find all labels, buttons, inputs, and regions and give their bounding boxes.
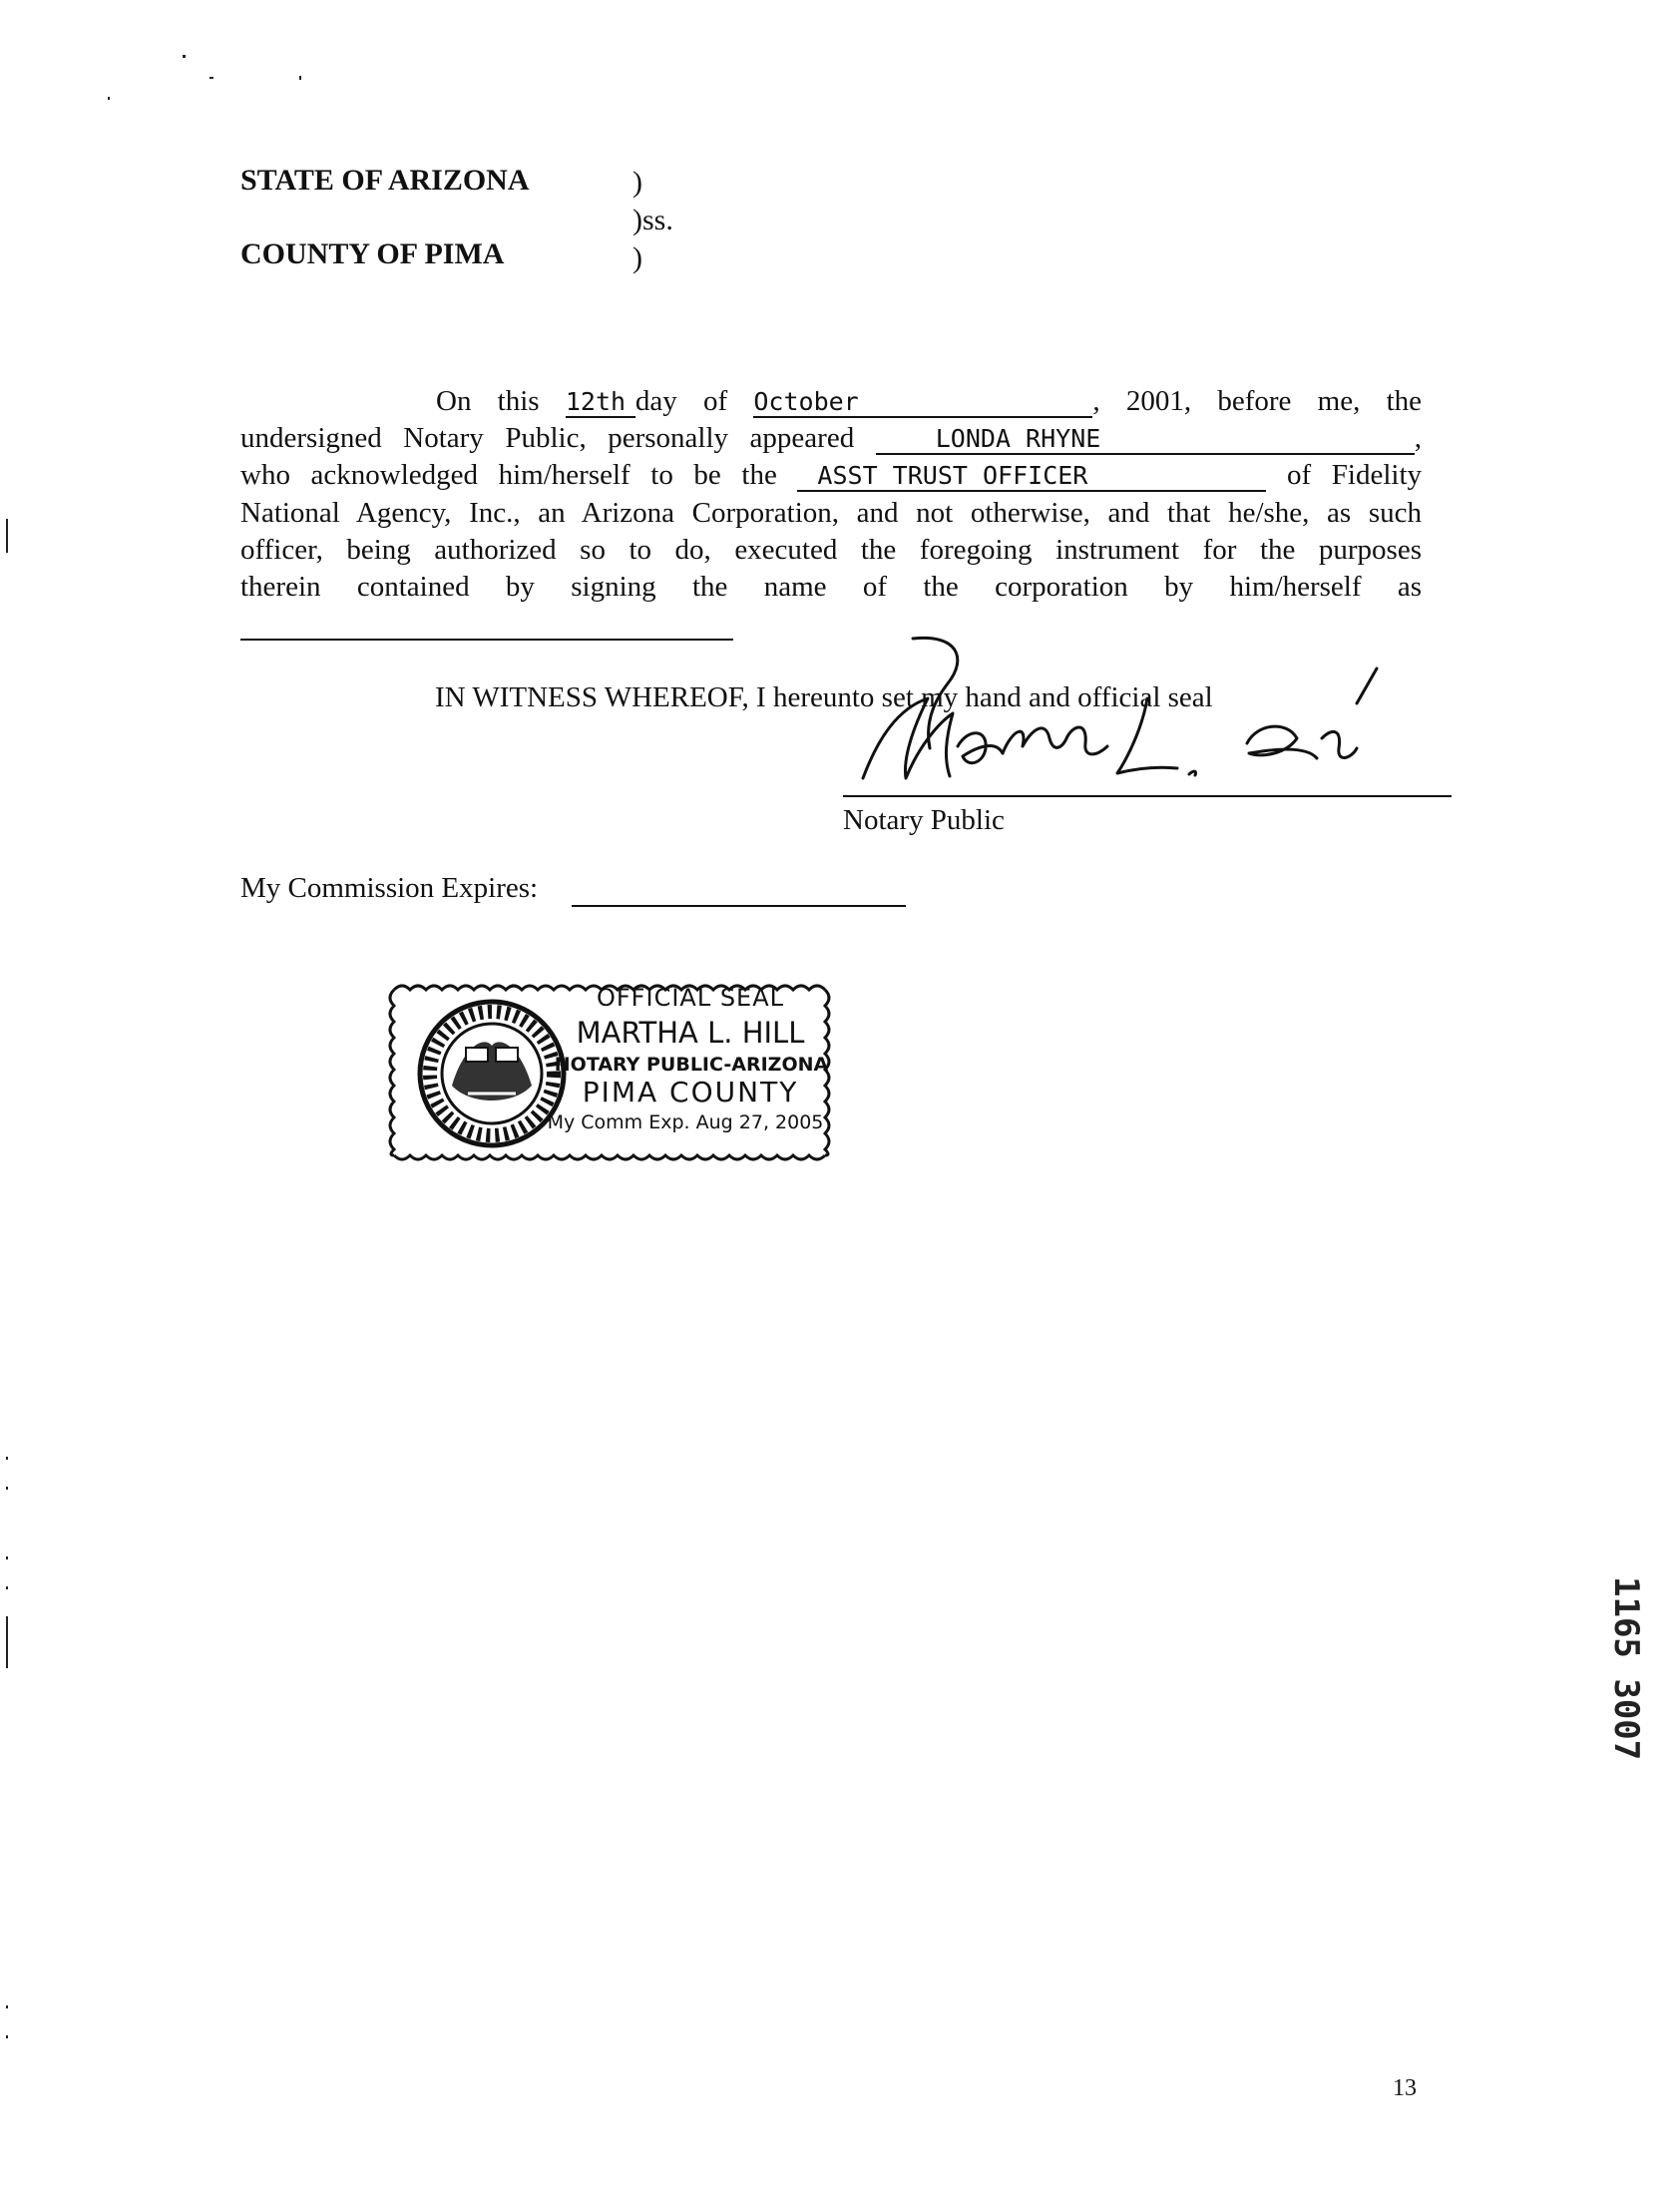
page-number: 13 (1393, 2075, 1417, 2101)
venue-state: STATE OF ARIZONA (240, 164, 530, 197)
seal-title: OFFICIAL SEAL (596, 984, 785, 1012)
signature-line (843, 795, 1452, 797)
scan-speck (6, 1586, 8, 1589)
signing-capacity-line (240, 639, 733, 641)
notary-signature (818, 629, 1397, 798)
month-field: October (753, 388, 1092, 418)
venue-paren-top: ) (632, 166, 642, 199)
ack-line-1: On this 12th day of October , 2001, before me, the (436, 385, 1423, 417)
margin-recording-stamp: 1165 3007 (1606, 1576, 1646, 1761)
ack-line-4: National Agency, Inc., an Arizona Corporation, and not otherwise, and that he/she, as such (240, 497, 1422, 529)
day-field: 12th (566, 388, 635, 418)
venue-ss: )ss. (632, 204, 673, 236)
scan-speck (6, 1487, 8, 1490)
witness-text: IN WITNESS WHEREOF, I hereunto set my hand and official seal (435, 681, 1213, 713)
commission-expiry-line (572, 905, 906, 907)
ack-line-3: who acknowledged him/herself to be the ASST TRUST OFFICER of Fidelity (240, 459, 1422, 491)
seal-expiry: My Comm Exp. Aug 27, 2005 (547, 1111, 824, 1133)
ack-line-2: undersigned Notary Public, personally appeared LONDA RHYNE , (240, 422, 1422, 454)
venue-paren-bottom: ) (632, 241, 642, 274)
scan-speck (299, 76, 301, 80)
officer-title-field: ASST TRUST OFFICER (797, 462, 1266, 492)
person-name-field: LONDA RHYNE (876, 425, 1415, 455)
scan-speck (6, 2035, 8, 2038)
scan-speck (6, 519, 8, 553)
commission-label: My Commission Expires: (240, 872, 539, 904)
seal-role: NOTARY PUBLIC-ARIZONA (554, 1054, 829, 1076)
official-seal-stamp (384, 976, 843, 1167)
scan-speck (6, 1457, 8, 1460)
scan-speck (6, 2005, 8, 2008)
ack-line-5: officer, being authorized so to do, executed the foregoing instrument for the purposes (240, 534, 1422, 566)
seal-county: PIMA COUNTY (582, 1076, 799, 1108)
ack-line-6: therein contained by signing the name of the corporation by him/herself as (240, 571, 1422, 603)
scan-speck (6, 1616, 8, 1668)
venue-county: COUNTY OF PIMA (240, 237, 505, 270)
scan-speck (183, 55, 186, 58)
seal-notary-name: MARTHA L. HILL (576, 1016, 805, 1050)
scan-speck (6, 1556, 8, 1559)
scan-speck (210, 77, 213, 79)
scan-speck (108, 97, 110, 100)
signature-label: Notary Public (843, 804, 1005, 836)
